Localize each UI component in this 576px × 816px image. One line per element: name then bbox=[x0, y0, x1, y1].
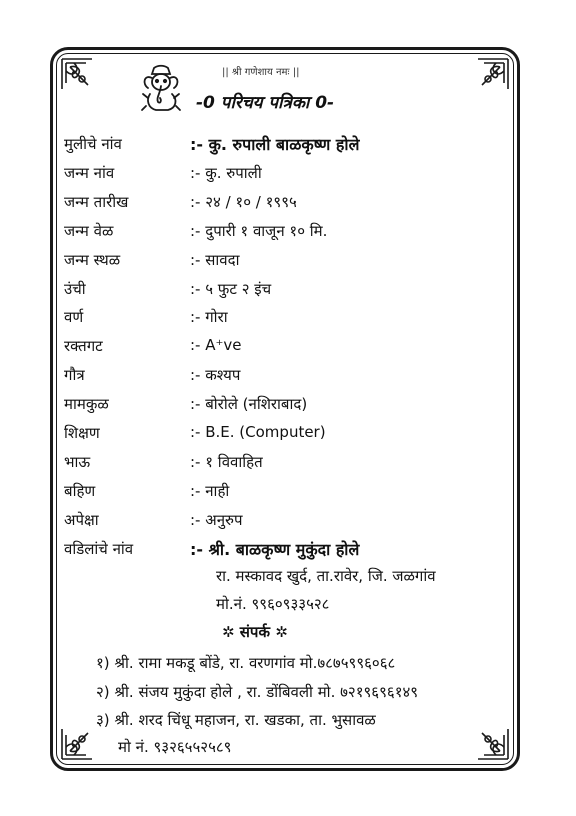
field-label-brother: भाऊ bbox=[64, 453, 91, 471]
document-title: -0 परिचय पत्रिका 0- bbox=[196, 93, 335, 113]
contact-line: मो नं. ९३२६५५२५८९ bbox=[118, 738, 232, 756]
corner-ornament-icon bbox=[60, 57, 94, 91]
corner-ornament-icon bbox=[476, 57, 510, 91]
field-label-complexion: वर्ण bbox=[64, 308, 84, 326]
field-value-bride-name: :- कु. रुपाली बाळकृष्ण होले bbox=[190, 135, 360, 154]
field-value-sister: :- नाही bbox=[190, 482, 230, 500]
field-label-blood-group: रक्तगट bbox=[64, 337, 103, 355]
field-label-education: शिक्षण bbox=[64, 424, 100, 442]
ganesh-icon bbox=[140, 64, 182, 114]
field-value-birth-place: :- सावदा bbox=[190, 251, 240, 269]
field-value-complexion: :- गोरा bbox=[190, 308, 228, 326]
field-label-sister: बहिण bbox=[64, 482, 96, 500]
field-value-birth-time: :- दुपारी १ वाजून १० मि. bbox=[190, 222, 328, 240]
father-address: रा. मस्कावद खुर्द, ता.रावेर, जि. जळगांव bbox=[216, 567, 436, 585]
field-label-birth-time: जन्म वेळ bbox=[64, 222, 114, 240]
field-value-education: :- B.E. (Computer) bbox=[190, 423, 326, 441]
contact-heading: ✲ संपर्क ✲ bbox=[222, 623, 288, 641]
field-value-birth-name: :- कु. रुपाली bbox=[190, 164, 262, 182]
field-label-height: उंची bbox=[64, 280, 86, 298]
field-label-birth-place: जन्म स्थळ bbox=[64, 251, 121, 269]
field-value-maternal-family: :- बोरोले (नशिराबाद) bbox=[190, 395, 308, 413]
field-label-birth-date: जन्म तारीख bbox=[64, 193, 129, 211]
corner-ornament-icon bbox=[60, 727, 94, 761]
field-label-bride-name: मुलीचे नांव bbox=[64, 135, 122, 153]
field-value-father-name: :- श्री. बाळकृष्ण मुकुंदा होले bbox=[190, 540, 360, 559]
father-phone: मो.नं. ९९६०९३३५२८ bbox=[216, 595, 330, 613]
field-value-brother: :- १ विवाहित bbox=[190, 453, 263, 471]
contact-line: ३) श्री. शरद चिंधू महाजन, रा. खडका, ता. भुसावळ bbox=[96, 711, 376, 729]
contact-line: २) श्री. संजय मुकुंदा होले , रा. डोंबिवली मो. ७२१९६९६१४९ bbox=[96, 683, 419, 701]
field-label-birth-name: जन्म नांव bbox=[64, 164, 115, 182]
field-value-birth-date: :- २४ / १० / १९९५ bbox=[190, 193, 297, 211]
field-label-gotra: गौत्र bbox=[64, 366, 85, 384]
field-value-blood-group: :- A⁺ve bbox=[190, 336, 242, 354]
contact-line: १) श्री. रामा मकडू बोंडे, रा. वरणगांव मो.७८७५९९६०६८ bbox=[96, 654, 396, 672]
field-label-father-name: वडिलांचे नांव bbox=[64, 540, 134, 558]
field-value-gotra: :- कश्यप bbox=[190, 366, 241, 384]
field-value-expectation: :- अनुरुप bbox=[190, 511, 243, 529]
corner-ornament-icon bbox=[476, 727, 510, 761]
field-label-expectation: अपेक्षा bbox=[64, 511, 99, 529]
field-value-height: :- ५ फुट २ इंच bbox=[190, 280, 272, 298]
field-label-maternal-family: मामकुळ bbox=[64, 395, 109, 413]
invocation-text: || श्री गणेशाय नमः || bbox=[222, 67, 300, 78]
